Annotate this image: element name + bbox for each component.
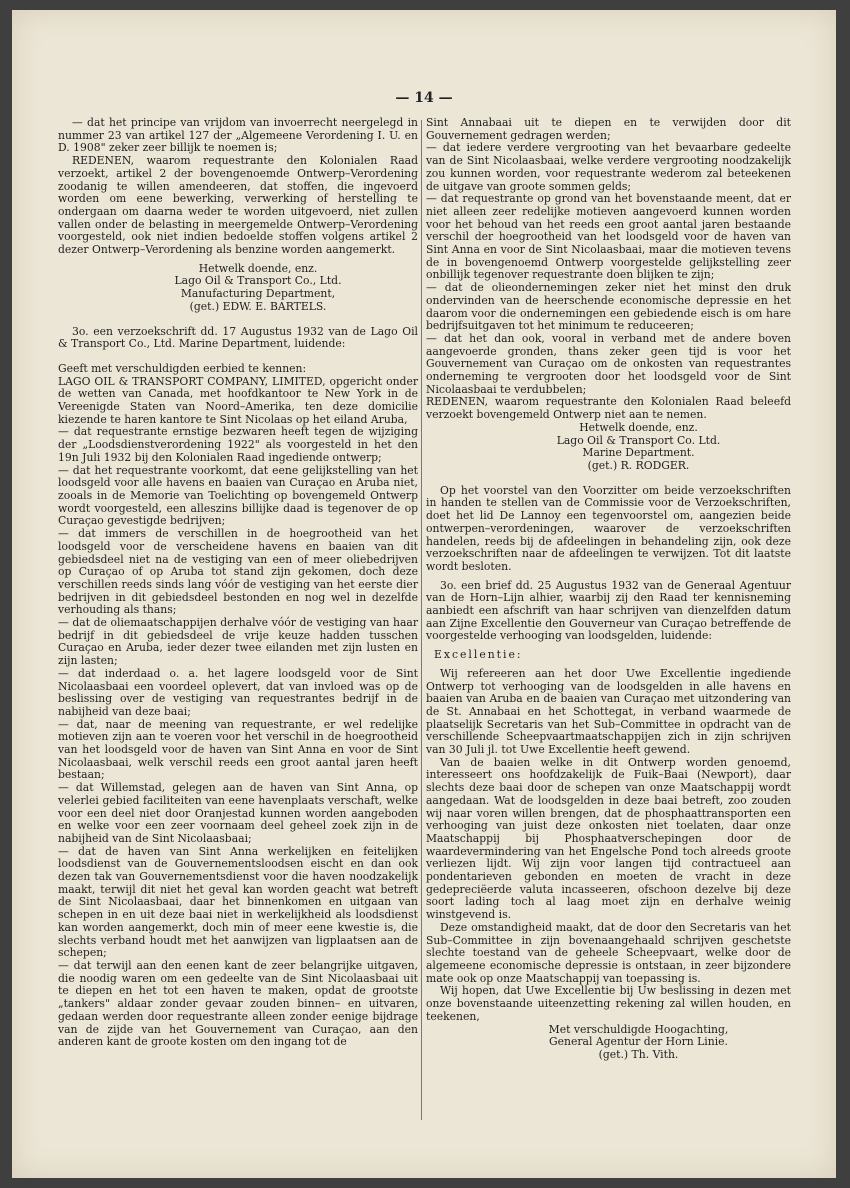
paragraph: — dat requestrante ernstige bezwaren heeft tegen de wijziging der „Loodsdienstverordening 1922" als voorgesteld in het den 19n Juli 1932 bij den Kolonialen Raad ingediende ontwerp; [58, 425, 418, 464]
right-column [426, 117, 791, 1062]
paragraph: — dat iedere verdere vergrooting van het bevaarbare gedeelte van de Sint Nicolaasbaai, welke verdere vergrooting noodzakelijk zou kunnen worden, voor requestrante wederom zal beteekenen de uitgave van groote sommen gelds; [426, 141, 791, 193]
signature-line: Manufacturing Department, [180, 287, 336, 301]
paragraph: — dat Willemstad, gelegen aan de haven van Sint Anna, op velerlei gebied faciliteiten van eene havenplaats verschaft, welke voor een deel niet door Oranjestad kunnen worden aangeboden en welke voor een zeer voornaam deel geheel zoek zijn in de nabijheid van de Sint Nicolaasbaai; [58, 781, 418, 845]
paragraph: — dat de haven van Sint Anna werkelijken en feitelijken loodsdienst van de Gouvernementsloodsen eischt en dan ook dezen tak van Gouvernementsdienst voor die haven noodzakelijk maakt, terwijl dit niet het geval kan worden geacht wat betreft de Sint Nicolaasbaai, daar het binnenkomen en uitgaan van schepen in en uit deze baai niet in werkelijkheid als loodsdienst kan worden aangemerkt, doch min of meer eene kwestie is, die slechts verband houdt met het aanwijzen van ligplaatsen aan de schepen; [58, 844, 418, 960]
column-divider [421, 120, 422, 1120]
signature-line: (get.) R. RODGER. [587, 458, 690, 472]
page-number: — 14 — [395, 90, 453, 106]
paragraph: — dat de olieondernemingen zeker niet het minst den druk ondervinden van de heerschende economische depressie en het daarom voor die ondernemingen een gebiedende eisch is om hare bedrijfsuitgaven tot het minimum te reduceeren; [426, 281, 791, 333]
paragraph: — dat, naar de meening van requestrante, er wel redelijke motieven zijn aan te voeren voor het verschil in de hoegrootheid van het loodsgeld voor de haven van Sint Anna en voor de Sint Nicolaasbaai, welk verschil reeds een groot aantal jaren heeft bestaan; [58, 717, 418, 782]
paragraph: — dat immers de verschillen in de hoegrootheid van het loodsgeld voor de verscheidene havens en baaien van dit gebiedsdeel niet na de vestiging van een of meer oliebedrijven op Curaçao of op Aruba tot stand zijn gekomen, doch deze verschillen reeds sinds lang vóór de vestiging van het eerste dier bedrijven in dit gebiedsdeel bestonden en nog wel in dezelfde verhouding als thans; [58, 527, 418, 617]
paragraph: REDENEN, waarom requestrante den Kolonialen Raad beleefd verzoekt bovengemeld Ontwerp niet aan te nemen. [426, 395, 791, 422]
paragraph: — dat inderdaad o. a. het lagere loodsgeld voor de Sint Nicolaasbaai een voordeel oplevert, dat van invloed was op de beslissing over de vestiging van requestrantes bedrijf in de nabijheid van deze baai; [58, 666, 418, 718]
paragraph: — dat requestrante op grond van het bovenstaande meent, dat er niet alleen zeer redelijke motieven aangevoerd kunnen worden voor het behoud van het reeds een groot aantal jaren bestaande verschil der hoegrootheid van het loodsgeld voor de haven van Sint Anna en voor de Sint Nicolaasbaai, maar die motieven tevens de in bovengenoemd Ontwerp voorgestelde gelijkstelling zeer onbillijk tegenover requestrante doen blijken te zijn; [426, 192, 791, 282]
paragraph: Van de baaien welke in dit Ontwerp worden genoemd, interesseert ons hoofdzakelijk de Fuik–Baai (Newport), daar slechts deze baai door de schepen van onze Maatschappij wordt aangedaan. Wat de loodsgelden in deze baai betreft, zoo zouden wij naar voren willen brengen, dat de phosphaattransporten een verhooging van juist deze onkosten niet toelaten, daar onze Maatschappij bij Phosphaatverschepingen door de waardevermindering van het Engelsche Pond toch alreeds groote verliezen lijdt. Wij zijn voor langen tijd contractueel aan pondentarieven gebonden en moeten de vracht in deze gedepreciëerde valuta incasseeren, ofschoon dezelve bij deze soort lading toch al laag moet zijn en derhalve weinig winstgevend is. [426, 755, 791, 922]
signature-line: General Agentur der Horn Linie. [549, 1035, 728, 1049]
paragraph: Wij refereeren aan het door Uwe Excellentie ingediende Ontwerp tot verhooging van de loodsgelden in alle havens en baaien van Aruba en de baaien van Curaçao met uitzondering van de St. Annabaai en het Schottegat, in verband waarmede de plaatselijk Secretaris van het Sub–Committee in opdracht van de verschillende Scheepvaartmaatschappijen zich in zijn schrijven van 30 Juli jl. tot Uwe Excellentie heeft gewend. [426, 666, 791, 757]
document-page [12, 10, 836, 1178]
signature-line: Hetwelk doende, enz. [198, 261, 318, 275]
paragraph: Deze omstandigheid maakt, dat de door den Secretaris van het Sub–Committee in zijn bovenaangehaald schrijven geschetste slechte toestand van de geheele Scheepvaart, welke door de algemeene economische depressie is ontstaan, in zeer bijzondere mate ook op onze Maatschappij van toepassing is. [426, 920, 791, 985]
paragraph: — dat het requestrante voorkomt, dat eene gelijkstelling van het loodsgeld voor alle havens en baaien van Curaçao en Aruba niet, zooals in de Memorie van Toelichting op bovengemeld Ontwerp wordt voorgesteld, een alleszins billijke daad is tegenover de op Curaçao gevestigde bedrijven; [58, 463, 418, 528]
paragraph: Sint Annabaai uit te diepen en te verwijden door dit Gouvernement gedragen werden; [426, 116, 791, 142]
paragraph: Wij hopen, dat Uwe Excellentie bij Uw beslissing in dezen met onze bovenstaande uiteenzetting rekening zal willen houden, en teekenen, [426, 984, 791, 1023]
paragraph: Geeft met verschuldigden eerbied te kennen: [58, 361, 307, 375]
paragraph: — dat het principe van vrijdom van invoerrecht neergelegd in nummer 23 van artikel 127 der „Algemeene Verordening I. U. en D. 1908" zeker zeer billijk te noemen is; [58, 116, 418, 155]
paragraph: — dat het dan ook, vooral in verband met de andere boven aangevoerde gronden, thans zeker geen tijd is voor het Gouvernement van Curaçao om de onkosten van requestrantes onderneming te vergrooten door het loodsgeld voor de Sint Nicolaasbaai te verdubbelen; [426, 331, 791, 396]
paragraph: Op het voorstel van den Voorzitter om beide verzoekschriften in handen te stellen van de Commissie voor de Verzoekschriften, doet het lid De Lannoy een tegenvoorstel om, aangezien beide ontwerpen–verordeningen, waarover de verzoekschriften handelen, reeds bij de afdeelingen in behandeling zijn, ook deze verzoekschriften naar de afdeelingen te verwijzen. Tot dit laatste wordt besloten. [426, 483, 791, 573]
signature-line: Marine Department. [582, 446, 695, 460]
signature-line: Lago Oil & Transport Co. Ltd. [556, 433, 721, 447]
paragraph: 3o. een brief dd. 25 Augustus 1932 van de Generaal Agentuur van de Horn–Lijn alhier, waarbij zij den Raad ter kennisneming aanbiedt een afschrift van haar schrijven van dienzelfden datum aan Zijne Excellentie den Gouverneur van Curaçao betreffende de voorgestelde verhooging van loodsgelden, luidende: [426, 578, 791, 643]
left-column [58, 117, 418, 1049]
salutation: Excellentie: [434, 648, 523, 662]
paragraph: — dat de oliemaatschappijen derhalve vóór de vestiging van haar bedrijf in dit gebiedsdeel de vrije keuze hadden tusschen Curaçao en Aruba, ieder dezer twee eilanden met zijn lusten en zijn lasten; [58, 616, 418, 668]
signature-line: Lago Oil & Transport Co., Ltd. [174, 274, 342, 288]
paragraph: REDENEN, waarom requestrante den Kolonialen Raad verzoekt, artikel 2 der bovengenoemde Ontwerp–Verordening zoodanig te willen amendeeren, dat stoffen, die ingevoerd worden om eene bewerking, verwerking of herstelling te ondergaan om daarna weder te worden uitgevoerd, niet zullen vallen onder de belasting in meergemelde Ontwerp–Verordening voorgesteld, ook niet indien bedoelde stoffen volgens artikel 2 dezer Ontwerp–Verordening als benzine worden aangemerkt. [58, 154, 418, 257]
signature-line: Met verschuldigde Hoogachting, [548, 1022, 729, 1036]
signature-line: (get.) Th. Vith. [598, 1047, 679, 1061]
paragraph: 3o. een verzoekschrift dd. 17 Augustus 1932 van de Lago Oil & Transport Co., Ltd. Marine Department, luidende: [58, 324, 418, 351]
paragraph: — dat terwijl aan den eenen kant de zeer belangrijke uitgaven, die noodig waren om een gedeelte van de Sint Nicolaasbaai uit te diepen en het tot een haven te maken, opdat de grootste „tankers" aldaar zonder gevaar zouden binnen– en uitvaren, gedaan werden door requestrante alleen zonder eenige bijdrage van de zijde van het Gouvernement van Curaçao, aan den anderen kant de groote kosten om den ingang tot de [58, 959, 418, 1049]
signature-line: (get.) EDW. E. BARTELS. [189, 299, 327, 313]
paragraph: LAGO OIL & TRANSPORT COMPANY, LIMITED, opgericht onder de wetten van Canada, met hoofdkantoor te New York in de Vereenigde Staten van Noord–Amerika, ten deze domicilie kiezende te haren kantore te Sint Nicolaas op het eiland Aruba, [58, 374, 418, 426]
signature-line: Hetwelk doende, enz. [579, 420, 698, 434]
